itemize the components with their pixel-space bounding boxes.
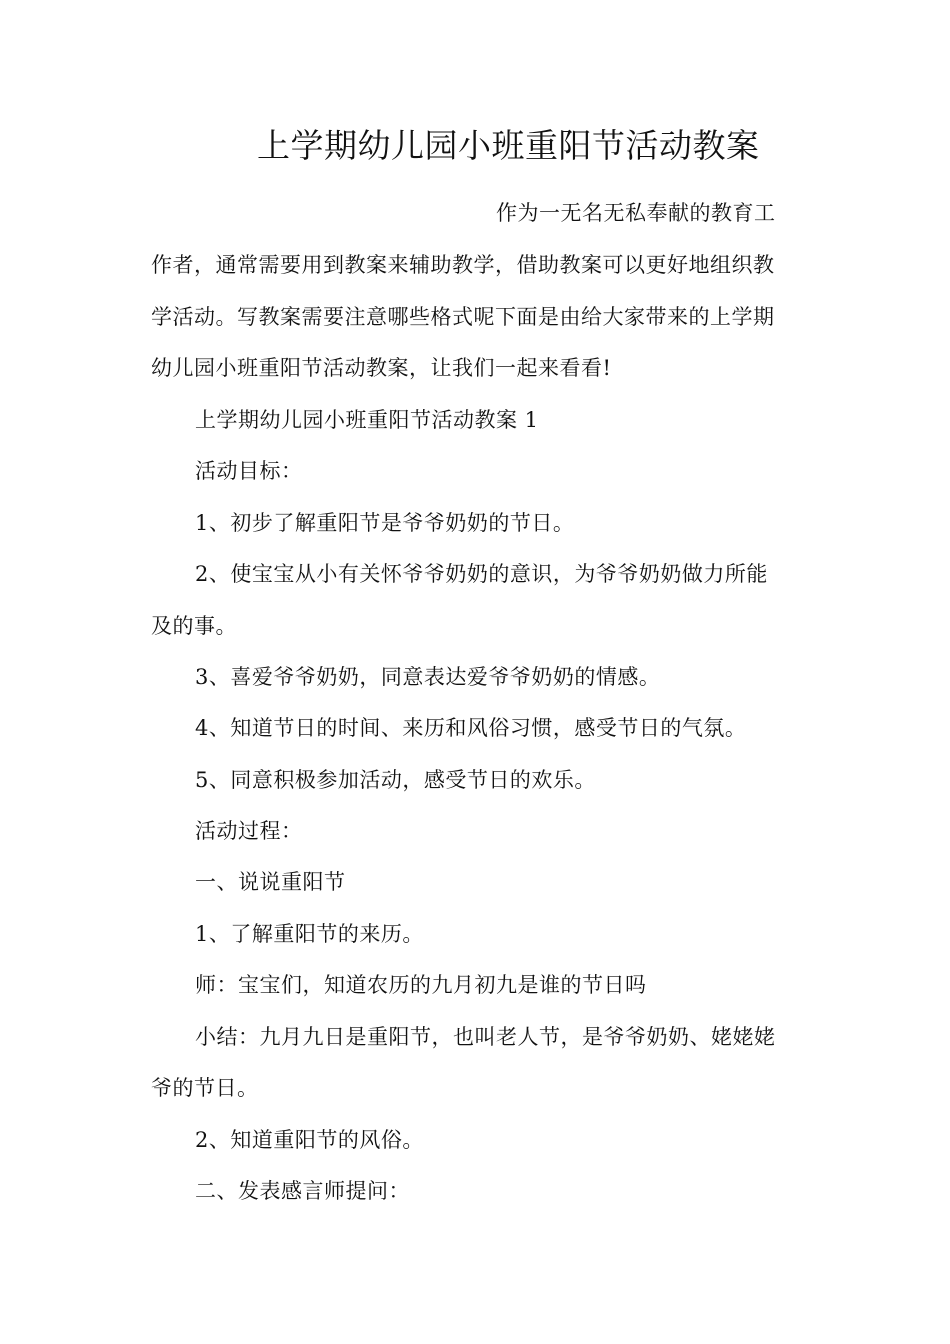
- goals-heading: 活动目标：: [195, 459, 303, 483]
- summary-line-2: 爷的节日。: [151, 1076, 259, 1100]
- section-heading: 上学期幼儿园小班重阳节活动教案 1: [195, 408, 539, 432]
- intro-line-1: 作为一无名无私奉献的教育工: [496, 201, 776, 225]
- goal-item-5: 5、同意积极参加活动，感受节日的欢乐。: [195, 768, 596, 792]
- process-substep-2: 2、知道重阳节的风俗。: [195, 1128, 424, 1152]
- goal-item-2-cont: 及的事。: [151, 614, 237, 638]
- process-substep-1: 1、了解重阳节的来历。: [195, 922, 424, 946]
- goal-item-2: 2、使宝宝从小有关怀爷爷奶奶的意识，为爷爷奶奶做力所能: [195, 562, 768, 586]
- intro-line-2: 作者，通常需要用到教案来辅助教学，借助教案可以更好地组织教: [151, 253, 775, 277]
- teacher-question: 师：宝宝们，知道农历的九月初九是谁的节日吗: [195, 973, 647, 997]
- goal-item-1: 1、初步了解重阳节是爷爷奶奶的节日。: [195, 511, 575, 535]
- process-step-1: 一、说说重阳节: [195, 870, 346, 894]
- intro-line-3: 学活动。写教案需要注意哪些格式呢下面是由给大家带来的上学期: [151, 305, 775, 329]
- document-title: 上学期幼儿园小班重阳节活动教案: [257, 126, 760, 165]
- process-step-2: 二、发表感言师提问：: [195, 1179, 410, 1203]
- goal-item-3: 3、喜爱爷爷奶奶，同意表达爱爷爷奶奶的情感。: [195, 665, 661, 689]
- process-heading: 活动过程：: [195, 819, 303, 843]
- summary-line-1: 小结：九月九日是重阳节，也叫老人节，是爷爷奶奶、姥姥姥: [195, 1025, 776, 1049]
- goal-item-4: 4、知道节日的时间、来历和风俗习惯，感受节日的气氛。: [195, 716, 747, 740]
- intro-line-4: 幼儿园小班重阳节活动教案，让我们一起来看看!: [151, 356, 612, 380]
